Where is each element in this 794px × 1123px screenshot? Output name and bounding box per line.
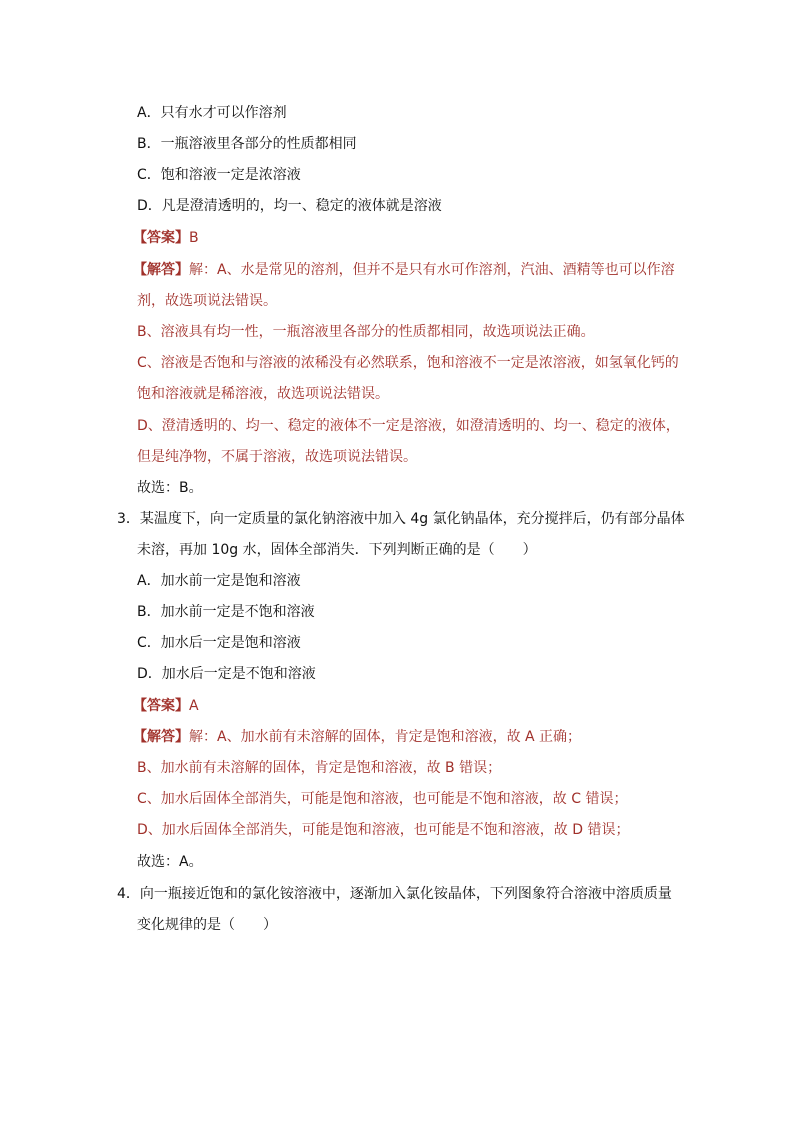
q2-analysis-label: 【解答】 bbox=[133, 262, 189, 278]
q2-analysis-line: 剂，故选项说法错误。 bbox=[137, 293, 277, 309]
q3-stem-line: 3．某温度下，向一定质量的氯化钠溶液中加入 4g 氯化钠晶体，充分搅拌后，仍有部分晶体 bbox=[117, 511, 685, 527]
q3-analysis-label: 【解答】 bbox=[133, 729, 189, 745]
q2-analysis-line: C、溶液是否饱和与溶液的浓稀没有必然联系，饱和溶液不一定是浓溶液，如氢氧化钙的 bbox=[137, 355, 679, 371]
q2-answer bbox=[133, 229, 199, 247]
q3-option-c: C．加水后一定是饱和溶液 bbox=[137, 635, 301, 651]
q3-answer-value: A bbox=[189, 698, 199, 714]
q3-analysis-line bbox=[133, 728, 581, 746]
q3-answer bbox=[133, 697, 199, 715]
q3-stem-line: 未溶，再加 10g 水，固体全部消失．下列判断正确的是（ ） bbox=[137, 542, 537, 558]
q3-analysis-line: D、加水后固体全部消失，可能是饱和溶液，也可能是不饱和溶液，故 D 错误； bbox=[137, 822, 630, 838]
q3-analysis-text: 解：A、加水前有未溶解的固体，肯定是饱和溶液，故 A 正确； bbox=[189, 729, 582, 745]
q2-option-c: C．饱和溶液一定是浓溶液 bbox=[137, 167, 301, 183]
q3-conclusion: 故选：A。 bbox=[137, 854, 203, 870]
q3-analysis-line: C、加水后固体全部消失，可能是饱和溶液，也可能是不饱和溶液，故 C 错误； bbox=[137, 791, 628, 807]
q3-answer-label: 【答案】 bbox=[133, 698, 189, 714]
q2-option-a: A．只有水才可以作溶剂 bbox=[137, 105, 287, 121]
q2-analysis-text: 解：A、水是常见的溶剂，但并不是只有水可作溶剂，汽油、酒精等也可以作溶 bbox=[189, 262, 675, 278]
q2-answer-label: 【答案】 bbox=[133, 230, 189, 246]
q4-stem-line: 变化规律的是（ ） bbox=[137, 917, 277, 933]
q2-option-d: D．凡是澄清透明的，均一、稳定的液体就是溶液 bbox=[137, 198, 442, 214]
q2-conclusion: 故选：B。 bbox=[137, 480, 203, 496]
q3-option-a: A．加水前一定是饱和溶液 bbox=[137, 573, 301, 589]
q2-analysis-line: 但是纯净物，不属于溶液，故选项说法错误。 bbox=[137, 449, 417, 465]
q2-analysis-line: 饱和溶液就是稀溶液，故选项说法错误。 bbox=[137, 386, 389, 402]
q3-option-d: D．加水后一定是不饱和溶液 bbox=[137, 666, 316, 682]
q3-option-b: B．加水前一定是不饱和溶液 bbox=[137, 604, 315, 620]
q2-analysis-line: D、澄清透明的、均一、稳定的液体不一定是溶液，如澄清透明的、均一、稳定的液体， bbox=[137, 418, 680, 434]
q3-analysis-line: B、加水前有未溶解的固体，肯定是饱和溶液，故 B 错误； bbox=[137, 760, 502, 776]
q2-analysis-line bbox=[133, 261, 675, 279]
q4-stem-line: 4．向一瓶接近饱和的氯化铵溶液中，逐渐加入氯化铵晶体，下列图象符合溶液中溶质质量 bbox=[117, 886, 672, 902]
q2-analysis-line: B、溶液具有均一性，一瓶溶液里各部分的性质都相同，故选项说法正确。 bbox=[137, 324, 595, 340]
q2-option-b: B．一瓶溶液里各部分的性质都相同 bbox=[137, 136, 357, 152]
q2-answer-value: B bbox=[189, 230, 199, 246]
